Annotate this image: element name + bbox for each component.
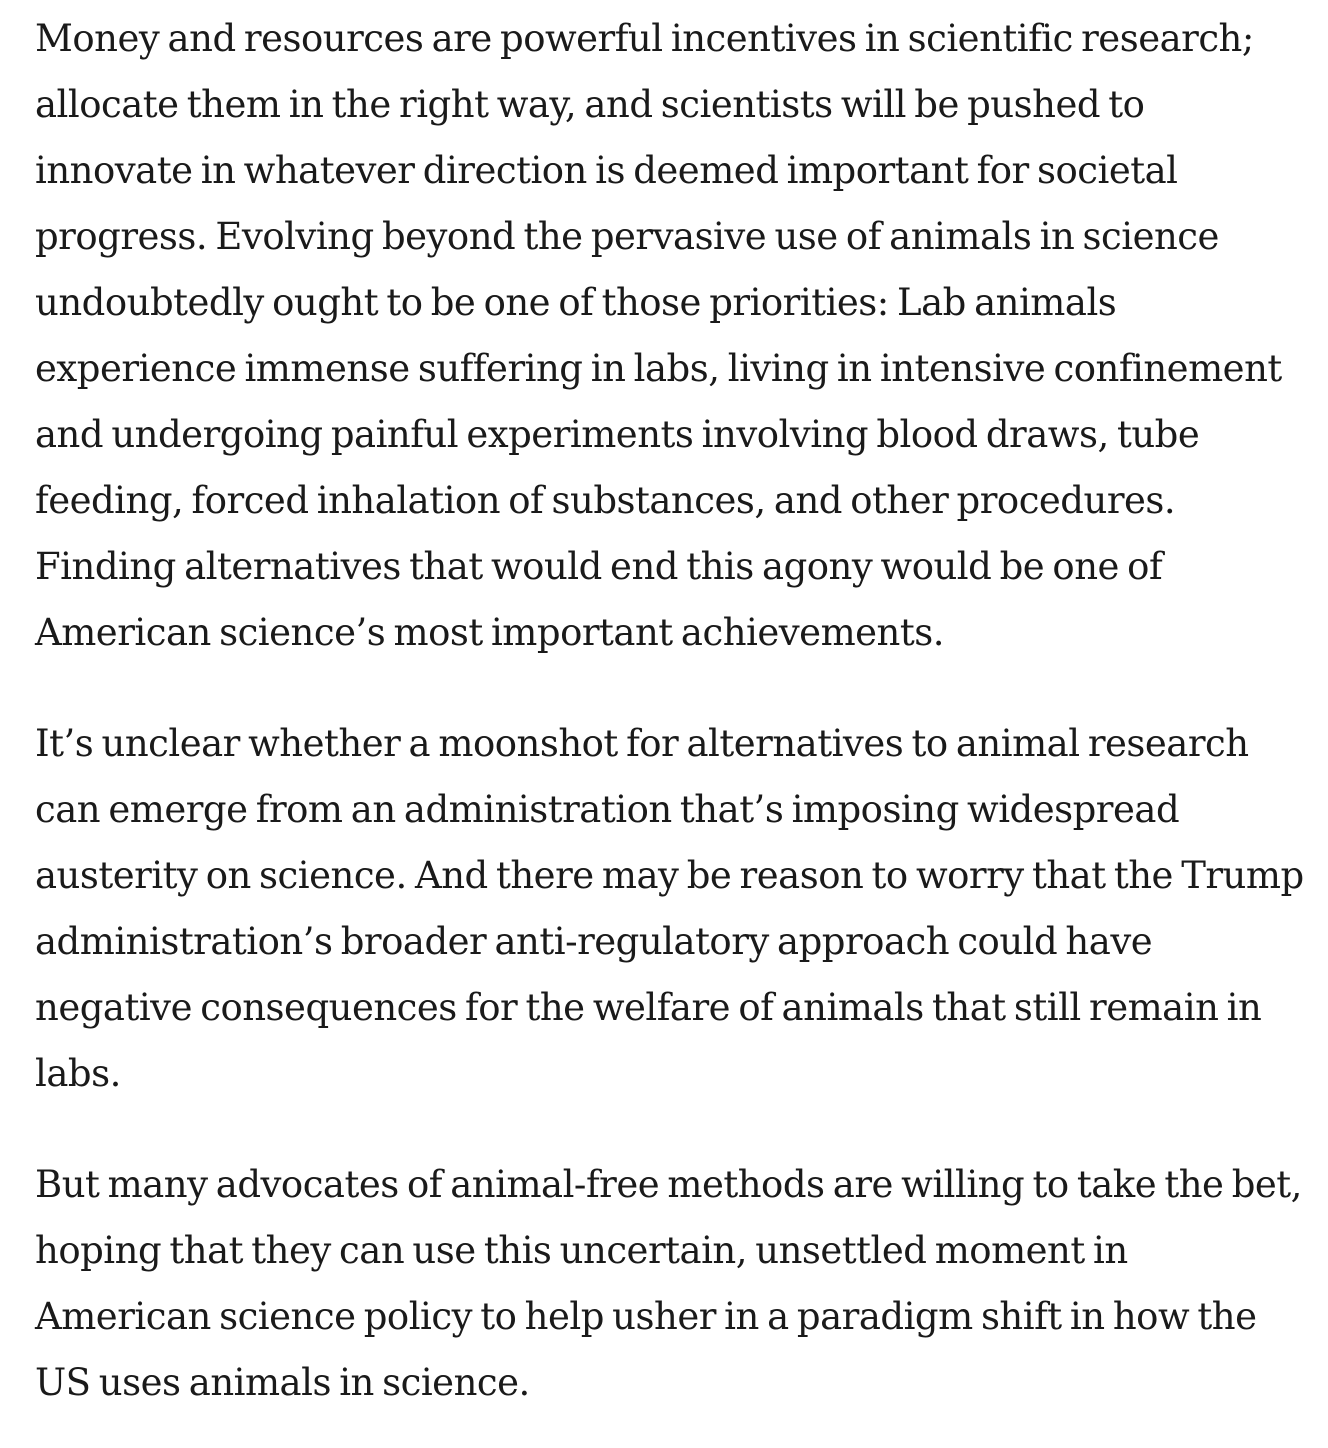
paragraph-incentives: Money and resources are powerful incentives in scientific research; allocate them in the right way, and scientists will be pushed to innovate in whatever direction is deemed important for societal progress. Evolving beyond the pervasive use of animals in science undoubtedly ought to be one of those priorities: Lab animals experience immense suffering in labs, living in intensive confinement and undergoing painful experiments involving blood draws, tube feeding, forced inhalation of substances, and other procedures. Finding alternatives that would end this agony would be one of American science’s most important achievements. <box>35 17 1282 654</box>
article-body <box>35 6 1310 1416</box>
paragraph-moonshot: It’s unclear whether a moonshot for alternatives to animal research can emerge from an administration that’s imposing widespread austerity on science. And there may be reason to worry that the Trump administration’s broader anti-regulatory approach could have negative consequences for the welfare of animals that still remain in labs. <box>35 722 1304 1095</box>
paragraph-advocates: But many advocates of animal-free methods are willing to take the bet, hoping that they can use this uncertain, unsettled moment in American science policy to help usher in a paradigm shift in how the US uses animals in science. <box>35 1163 1302 1404</box>
